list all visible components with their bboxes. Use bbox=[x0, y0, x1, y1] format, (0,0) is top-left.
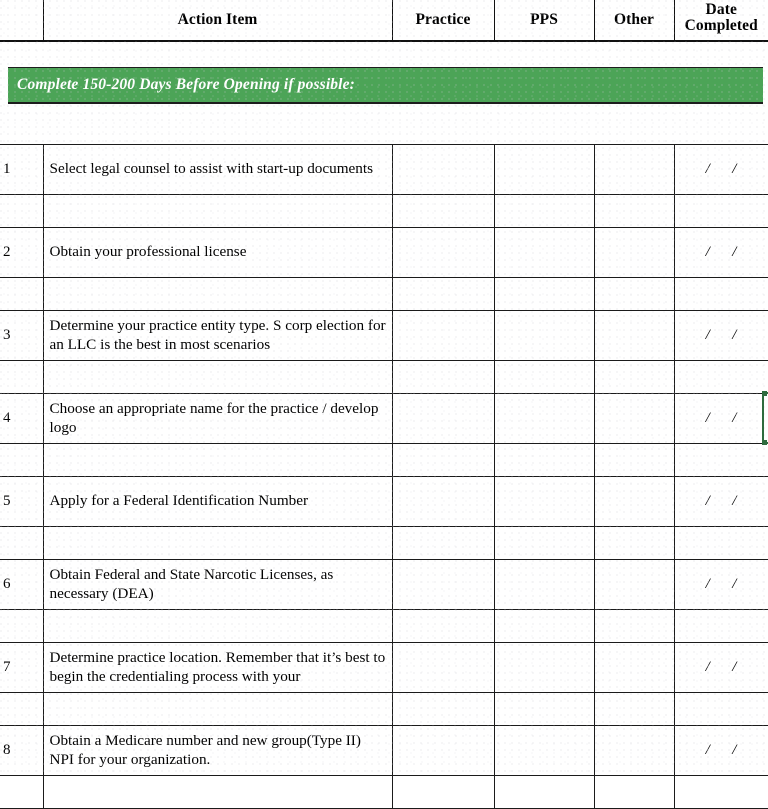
other-checkbox-cell[interactable] bbox=[594, 227, 674, 277]
spacer-number-cell bbox=[0, 526, 43, 559]
date-slashes bbox=[695, 742, 748, 759]
spacer-other-cell[interactable] bbox=[594, 443, 674, 476]
table-row[interactable] bbox=[0, 642, 768, 692]
spacer-date-cell[interactable] bbox=[674, 692, 768, 725]
banner-gap-cell bbox=[0, 104, 768, 144]
row-number-cell: 3 bbox=[0, 310, 43, 360]
spacer-action-item-cell[interactable] bbox=[43, 277, 392, 310]
spacer-action-item-cell[interactable] bbox=[43, 360, 392, 393]
column-header-practice: Practice bbox=[392, 0, 494, 41]
spacer-other-cell[interactable] bbox=[594, 775, 674, 808]
date-slash-second: / bbox=[721, 327, 748, 343]
spacer-practice-cell[interactable] bbox=[392, 609, 494, 642]
date-header-line-1: Date bbox=[675, 2, 768, 18]
date-slashes bbox=[695, 410, 748, 427]
spacer-pps-cell[interactable] bbox=[494, 526, 594, 559]
table-spacer-row[interactable] bbox=[0, 194, 768, 227]
date-slash-second: / bbox=[721, 742, 748, 758]
date-slashes bbox=[695, 576, 748, 593]
section-banner-cell bbox=[0, 67, 768, 104]
section-banner-row bbox=[0, 67, 768, 104]
table-row[interactable] bbox=[0, 476, 768, 526]
date-completed-cell[interactable] bbox=[674, 393, 768, 443]
date-slash-second: / bbox=[721, 659, 748, 675]
spacer-pps-cell[interactable] bbox=[494, 360, 594, 393]
practice-checkbox-cell[interactable] bbox=[392, 476, 494, 526]
pps-checkbox-cell[interactable] bbox=[494, 476, 594, 526]
table-row[interactable] bbox=[0, 393, 768, 443]
table-header-row bbox=[0, 0, 768, 41]
date-slashes bbox=[695, 327, 748, 344]
other-checkbox-cell[interactable] bbox=[594, 642, 674, 692]
column-header-pps: PPS bbox=[494, 0, 594, 41]
date-completed-cell[interactable] bbox=[674, 310, 768, 360]
practice-checkbox-cell[interactable] bbox=[392, 642, 494, 692]
action-item-cell[interactable]: Choose an appropriate name for the practice / develop logo bbox=[43, 393, 392, 443]
action-item-cell[interactable]: Determine practice location. Remember that it’s best to begin the credentialing process with your bbox=[43, 642, 392, 692]
table-spacer-row[interactable] bbox=[0, 360, 768, 393]
spacer-action-item-cell[interactable] bbox=[43, 526, 392, 559]
table-row[interactable] bbox=[0, 725, 768, 775]
date-slash-first: / bbox=[695, 659, 722, 675]
spacer-date-cell[interactable] bbox=[674, 443, 768, 476]
date-slashes bbox=[695, 493, 748, 510]
spacer-date-cell[interactable] bbox=[674, 277, 768, 310]
spacer-other-cell[interactable] bbox=[594, 194, 674, 227]
date-slash-first: / bbox=[695, 244, 722, 260]
date-slashes bbox=[695, 161, 748, 178]
spacer-practice-cell[interactable] bbox=[392, 526, 494, 559]
table-row[interactable] bbox=[0, 144, 768, 194]
spacer-action-item-cell[interactable] bbox=[43, 609, 392, 642]
date-slash-first: / bbox=[695, 742, 722, 758]
spacer-other-cell[interactable] bbox=[594, 360, 674, 393]
header-gap-row bbox=[0, 41, 768, 67]
spacer-date-cell[interactable] bbox=[674, 775, 768, 808]
other-checkbox-cell[interactable] bbox=[594, 144, 674, 194]
pps-checkbox-cell[interactable] bbox=[494, 642, 594, 692]
spacer-practice-cell[interactable] bbox=[392, 692, 494, 725]
date-slash-first: / bbox=[695, 327, 722, 343]
spacer-practice-cell[interactable] bbox=[392, 775, 494, 808]
column-header-other: Other bbox=[594, 0, 674, 41]
pps-checkbox-cell[interactable] bbox=[494, 559, 594, 609]
other-checkbox-cell[interactable] bbox=[594, 725, 674, 775]
table-row[interactable] bbox=[0, 227, 768, 277]
other-checkbox-cell[interactable] bbox=[594, 559, 674, 609]
row-number-cell: 5 bbox=[0, 476, 43, 526]
table-row[interactable] bbox=[0, 310, 768, 360]
table-spacer-row[interactable] bbox=[0, 526, 768, 559]
date-slash-first: / bbox=[695, 410, 722, 426]
spacer-other-cell[interactable] bbox=[594, 526, 674, 559]
date-slashes bbox=[695, 659, 748, 676]
row-number-cell: 4 bbox=[0, 393, 43, 443]
other-checkbox-cell[interactable] bbox=[594, 393, 674, 443]
row-number-cell: 2 bbox=[0, 227, 43, 277]
action-item-cell[interactable]: Apply for a Federal Identification Number bbox=[43, 476, 392, 526]
action-item-cell[interactable]: Select legal counsel to assist with start-up documents bbox=[43, 144, 392, 194]
row-number-cell: 6 bbox=[0, 559, 43, 609]
table-spacer-row[interactable] bbox=[0, 692, 768, 725]
action-item-cell[interactable]: Obtain Federal and State Narcotic Licenses, as necessary (DEA) bbox=[43, 559, 392, 609]
row-number-cell: 1 bbox=[0, 144, 43, 194]
column-header-action-item: Action Item bbox=[43, 0, 392, 41]
spacer-other-cell[interactable] bbox=[594, 609, 674, 642]
practice-checkbox-cell[interactable] bbox=[392, 310, 494, 360]
spacer-date-cell[interactable] bbox=[674, 526, 768, 559]
spacer-practice-cell[interactable] bbox=[392, 360, 494, 393]
action-item-cell[interactable]: Determine your practice entity type. S corp election for an LLC is the best in most scenarios bbox=[43, 310, 392, 360]
table-row[interactable] bbox=[0, 559, 768, 609]
spacer-practice-cell[interactable] bbox=[392, 194, 494, 227]
table-spacer-row[interactable] bbox=[0, 609, 768, 642]
other-checkbox-cell[interactable] bbox=[594, 476, 674, 526]
spacer-pps-cell[interactable] bbox=[494, 194, 594, 227]
table-spacer-row[interactable] bbox=[0, 443, 768, 476]
pps-checkbox-cell[interactable] bbox=[494, 310, 594, 360]
pps-checkbox-cell[interactable] bbox=[494, 144, 594, 194]
date-completed-cell[interactable] bbox=[674, 642, 768, 692]
practice-checkbox-cell[interactable] bbox=[392, 559, 494, 609]
action-item-cell[interactable]: Obtain your professional license bbox=[43, 227, 392, 277]
pps-checkbox-cell[interactable] bbox=[494, 393, 594, 443]
date-completed-cell[interactable] bbox=[674, 476, 768, 526]
practice-checkbox-cell[interactable] bbox=[392, 725, 494, 775]
spacer-pps-cell[interactable] bbox=[494, 609, 594, 642]
spacer-action-item-cell[interactable] bbox=[43, 443, 392, 476]
spacer-pps-cell[interactable] bbox=[494, 775, 594, 808]
action-item-cell[interactable]: Obtain a Medicare number and new group(Type II) NPI for your organization. bbox=[43, 725, 392, 775]
spacer-number-cell bbox=[0, 443, 43, 476]
date-completed-cell[interactable] bbox=[674, 144, 768, 194]
table-spacer-row[interactable] bbox=[0, 775, 768, 808]
other-checkbox-cell[interactable] bbox=[594, 310, 674, 360]
date-slash-first: / bbox=[695, 576, 722, 592]
column-header-date-completed bbox=[674, 0, 768, 41]
date-header-line-2: Completed bbox=[675, 18, 768, 34]
spacer-number-cell bbox=[0, 692, 43, 725]
section-banner-label: Complete 150-200 Days Before Opening if possible: bbox=[8, 76, 355, 94]
spacer-number-cell bbox=[0, 277, 43, 310]
pps-checkbox-cell[interactable] bbox=[494, 227, 594, 277]
practice-checkbox-cell[interactable] bbox=[392, 144, 494, 194]
date-completed-cell[interactable] bbox=[674, 227, 768, 277]
row-number-cell: 7 bbox=[0, 642, 43, 692]
spacer-action-item-cell[interactable] bbox=[43, 692, 392, 725]
header-gap-cell bbox=[0, 41, 768, 67]
row-number-cell: 8 bbox=[0, 725, 43, 775]
date-slash-second: / bbox=[721, 161, 748, 177]
spacer-other-cell[interactable] bbox=[594, 277, 674, 310]
spacer-pps-cell[interactable] bbox=[494, 277, 594, 310]
date-slashes bbox=[695, 244, 748, 261]
spacer-date-cell[interactable] bbox=[674, 609, 768, 642]
spacer-other-cell[interactable] bbox=[594, 692, 674, 725]
spacer-action-item-cell[interactable] bbox=[43, 775, 392, 808]
spacer-practice-cell[interactable] bbox=[392, 277, 494, 310]
spacer-date-cell[interactable] bbox=[674, 194, 768, 227]
spacer-number-cell bbox=[0, 609, 43, 642]
spacer-pps-cell[interactable] bbox=[494, 443, 594, 476]
spacer-practice-cell[interactable] bbox=[392, 443, 494, 476]
date-completed-cell[interactable] bbox=[674, 559, 768, 609]
date-completed-cell[interactable] bbox=[674, 725, 768, 775]
practice-checkbox-cell[interactable] bbox=[392, 393, 494, 443]
date-slash-second: / bbox=[721, 493, 748, 509]
banner-gap-row bbox=[0, 104, 768, 144]
date-slash-second: / bbox=[721, 576, 748, 592]
date-slash-second: / bbox=[721, 410, 748, 426]
spacer-pps-cell[interactable] bbox=[494, 692, 594, 725]
practice-checkbox-cell[interactable] bbox=[392, 227, 494, 277]
date-slash-first: / bbox=[695, 493, 722, 509]
spacer-number-cell bbox=[0, 360, 43, 393]
section-banner bbox=[8, 67, 763, 104]
table-spacer-row[interactable] bbox=[0, 277, 768, 310]
pps-checkbox-cell[interactable] bbox=[494, 725, 594, 775]
spacer-date-cell[interactable] bbox=[674, 360, 768, 393]
column-header-number bbox=[0, 0, 43, 41]
date-slash-second: / bbox=[721, 244, 748, 260]
date-slash-first: / bbox=[695, 161, 722, 177]
spacer-number-cell bbox=[0, 775, 43, 808]
spacer-number-cell bbox=[0, 194, 43, 227]
spacer-action-item-cell[interactable] bbox=[43, 194, 392, 227]
